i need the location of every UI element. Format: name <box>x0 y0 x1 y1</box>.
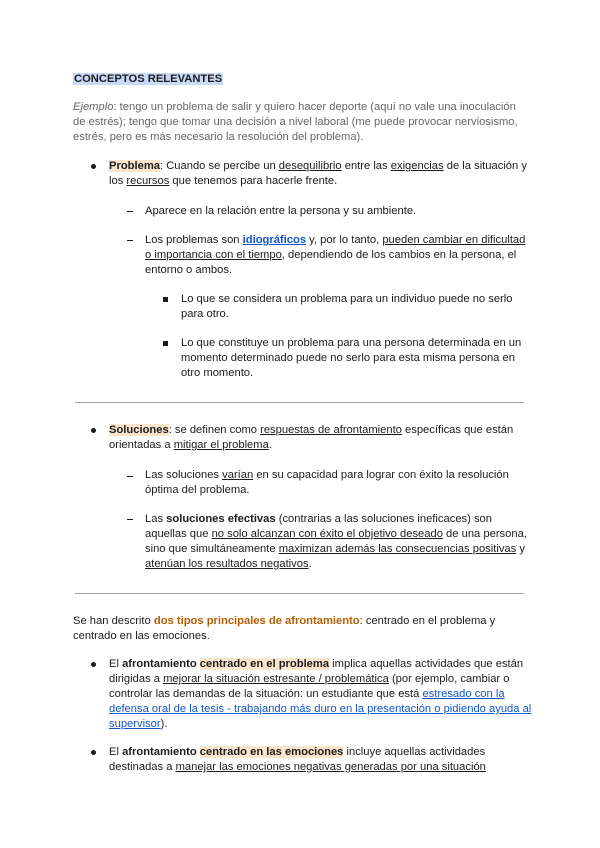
soluciones-point-2: Las soluciones efectivas (contrarias a las soluciones ineficaces) son aquellas que no solo alcanzan con éxito el objetivo deseado de una persona, sino que simultáneamente maximizan además las consecuencias positivas y atenúan los resultados negativos. <box>145 513 527 570</box>
example-paragraph <box>73 100 528 145</box>
soluciones-term: Soluciones <box>109 424 169 436</box>
problema-subpoint-2: Lo que constituye un problema para una persona determinada en un momento determinado puede no serlo para esta misma persona en otro momento. <box>181 337 522 379</box>
afrontamiento-emociones: El afrontamiento centrado en las emociones incluye aquellas actividades destinadas a manejar las emociones negativas generadas por una situación <box>109 746 486 773</box>
estresado-link[interactable]: estresado con la defensa oral de la tesis - trabajando más duro en la presentación o pidiendo ayuda al supervisor <box>109 688 532 730</box>
square-bullet-icon <box>163 297 168 302</box>
tipos-highlight: dos tipos principales de afrontamiento <box>153 615 360 627</box>
bullet-icon <box>91 750 96 755</box>
divider <box>75 402 524 403</box>
dash-icon <box>127 211 133 212</box>
problema-point-1: Aparece en la relación entre la persona y su ambiente. <box>145 205 417 217</box>
problema-point-2: Los problemas son idiográficos y, por lo tanto, pueden cambiar en dificultad o importancia con el tiempo, dependiendo de los cambios en la persona, el entorno o ambos. <box>145 234 526 276</box>
example-label: Ejemplo <box>73 101 114 113</box>
bullet-icon <box>91 662 96 667</box>
afrontamiento-problema: El afrontamiento centrado en el problema implica aquellas actividades que están dirigidas a mejorar la situación estresante / problemática (por ejemplo, cambiar o controlar las demandas de la situación: un estudiante que está estresado con la defensa oral de la tesis - trabajando más duro en la presentación o pidiendo ayuda al supervisor). <box>109 658 532 730</box>
section-heading <box>73 72 223 87</box>
divider <box>75 593 524 594</box>
problema-term: Problema <box>109 160 160 172</box>
soluciones-point-1: Las soluciones varían en su capacidad para lograr con éxito la resolución óptima del problema. <box>145 469 509 496</box>
heading-text: CONCEPTOS RELEVANTES <box>74 73 223 85</box>
dash-icon <box>127 476 133 477</box>
dash-icon <box>127 240 133 241</box>
idiograficos-link[interactable]: idiográficos <box>242 234 307 246</box>
square-bullet-icon <box>163 341 168 346</box>
tipos-paragraph: Se han descrito dos tipos principales de afrontamiento: centrado en el problema y centrado en las emociones. <box>73 615 496 642</box>
problema-subpoint-1: Lo que se considera un problema para un individuo puede no serlo para otro. <box>181 293 513 320</box>
dash-icon <box>127 519 133 520</box>
bullet-icon <box>91 428 96 433</box>
problema-definition: Problema: Cuando se percibe un desequilibrio entre las exigencias de la situación y los recursos que tenemos para hacerle frente. <box>109 160 527 187</box>
soluciones-definition: Soluciones: se definen como respuestas de afrontamiento específicas que están orientadas a mitigar el problema. <box>109 424 514 451</box>
bullet-icon <box>91 164 96 169</box>
example-text: : tengo un problema de salir y quiero hacer deporte (aquí no vale una inoculación de estrés); tengo que tomar una decisión a nivel laboral (me puede provocar nerviosismo, estrés, pero es más necesario la resolución del problema). <box>73 101 518 143</box>
